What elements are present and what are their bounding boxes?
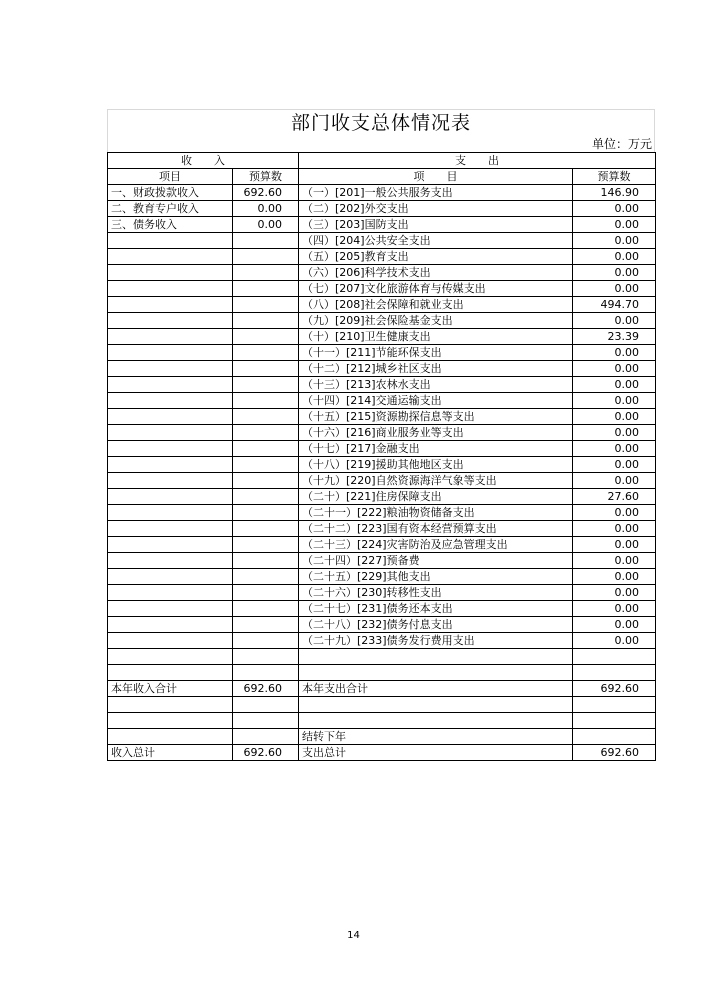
income-value-cell: [233, 585, 299, 601]
expense-value-cell: [573, 713, 656, 729]
income-item-cell: 二、教育专户收入: [108, 201, 233, 217]
expense-item-cell: （十七）[217]金融支出: [299, 441, 573, 457]
income-item-cell: [108, 425, 233, 441]
expense-item-cell: （八）[208]社会保障和就业支出: [299, 297, 573, 313]
unit-label: 单位：万元: [107, 136, 655, 152]
income-item-cell: [108, 249, 233, 265]
income-value-cell: [233, 713, 299, 729]
expense-value-cell: 0.00: [573, 457, 656, 473]
income-value-cell: [233, 329, 299, 345]
income-item-cell: [108, 665, 233, 681]
income-value-cell: [233, 729, 299, 745]
income-item-cell: [108, 697, 233, 713]
expense-value-cell: 146.90: [573, 185, 656, 201]
income-item-cell: [108, 601, 233, 617]
expense-value-cell: 0.00: [573, 585, 656, 601]
income-value-cell: [233, 569, 299, 585]
income-item-cell: 本年收入合计: [108, 681, 233, 697]
expense-item-cell: （九）[209]社会保险基金支出: [299, 313, 573, 329]
expense-value-cell: 0.00: [573, 473, 656, 489]
expense-item-cell: （十八）[219]援助其他地区支出: [299, 457, 573, 473]
table-row: [108, 489, 656, 505]
income-item-cell: [108, 537, 233, 553]
expense-value-cell: 0.00: [573, 409, 656, 425]
table-row: [108, 633, 656, 649]
income-item-cell: [108, 521, 233, 537]
table-row: [108, 361, 656, 377]
income-item-cell: 收入总计: [108, 745, 233, 761]
table-row: [108, 729, 656, 745]
table-row: [108, 505, 656, 521]
income-item-cell: [108, 297, 233, 313]
expense-value-cell: 0.00: [573, 505, 656, 521]
page-number: 14: [347, 930, 360, 941]
expense-value-cell: 494.70: [573, 297, 656, 313]
expense-value-cell: 0.00: [573, 441, 656, 457]
income-header: 收 入: [108, 153, 299, 169]
expense-item-cell: 本年支出合计: [299, 681, 573, 697]
table-row: [108, 441, 656, 457]
expense-item-cell: （六）[206]科学技术支出: [299, 265, 573, 281]
expense-item-cell: （二十七）[231]债务还本支出: [299, 601, 573, 617]
income-value-cell: 0.00: [233, 217, 299, 233]
expense-item-cell: （二十二）[223]国有资本经营预算支出: [299, 521, 573, 537]
table-row: [108, 345, 656, 361]
expense-item-cell: 结转下年: [299, 729, 573, 745]
table-row: [108, 617, 656, 633]
income-item-cell: [108, 409, 233, 425]
expense-header: 支 出: [299, 153, 656, 169]
income-item-cell: [108, 361, 233, 377]
income-value-cell: [233, 617, 299, 633]
table-row: [108, 425, 656, 441]
income-value-cell: [233, 441, 299, 457]
expense-value-cell: 0.00: [573, 249, 656, 265]
income-item-cell: [108, 393, 233, 409]
table-row: [108, 313, 656, 329]
expense-item-cell: （二十五）[229]其他支出: [299, 569, 573, 585]
income-value-cell: [233, 649, 299, 665]
expense-value-cell: 0.00: [573, 377, 656, 393]
expense-budget-header: 预算数: [573, 169, 656, 185]
budget-table: [107, 152, 656, 761]
income-item-cell: [108, 489, 233, 505]
expense-value-cell: 0.00: [573, 217, 656, 233]
income-item-cell: [108, 313, 233, 329]
table-row: [108, 569, 656, 585]
income-value-cell: 692.60: [233, 745, 299, 761]
expense-item-cell: （二十一）[222]粮油物资储备支出: [299, 505, 573, 521]
income-item-cell: [108, 633, 233, 649]
income-value-cell: 692.60: [233, 681, 299, 697]
table-row: [108, 281, 656, 297]
income-value-cell: [233, 361, 299, 377]
expense-value-cell: 27.60: [573, 489, 656, 505]
expense-value-cell: 0.00: [573, 201, 656, 217]
expense-value-cell: [573, 665, 656, 681]
income-value-cell: [233, 489, 299, 505]
expense-item-cell: （十五）[215]资源勘探信息等支出: [299, 409, 573, 425]
income-item-cell: [108, 345, 233, 361]
expense-item-cell: （十二）[212]城乡社区支出: [299, 361, 573, 377]
table-row: [108, 297, 656, 313]
income-value-cell: [233, 393, 299, 409]
income-value-cell: [233, 537, 299, 553]
income-value-cell: [233, 233, 299, 249]
income-item-cell: [108, 233, 233, 249]
table-row: [108, 601, 656, 617]
income-value-cell: [233, 313, 299, 329]
income-value-cell: [233, 281, 299, 297]
expense-value-cell: 23.39: [573, 329, 656, 345]
expense-item-cell: （二十六）[230]转移性支出: [299, 585, 573, 601]
expense-value-cell: 0.00: [573, 537, 656, 553]
income-item-cell: 一、财政拨款收入: [108, 185, 233, 201]
income-value-cell: [233, 249, 299, 265]
expense-value-cell: 0.00: [573, 233, 656, 249]
income-item-cell: [108, 265, 233, 281]
expense-item-cell: （二十九）[233]债务发行费用支出: [299, 633, 573, 649]
expense-value-cell: 0.00: [573, 569, 656, 585]
expense-item-cell: （一）[201]一般公共服务支出: [299, 185, 573, 201]
income-value-cell: [233, 297, 299, 313]
table-row: [108, 665, 656, 681]
expense-value-cell: 0.00: [573, 345, 656, 361]
expense-value-cell: [573, 729, 656, 745]
income-item-cell: [108, 441, 233, 457]
expense-value-cell: 0.00: [573, 361, 656, 377]
table-row: [108, 185, 656, 201]
table-row: [108, 521, 656, 537]
expense-value-cell: 692.60: [573, 681, 656, 697]
expense-item-cell: （十四）[214]交通运输支出: [299, 393, 573, 409]
income-value-cell: [233, 665, 299, 681]
expense-item-cell: （四）[204]公共安全支出: [299, 233, 573, 249]
expense-value-cell: 0.00: [573, 521, 656, 537]
table-row: [108, 393, 656, 409]
table-title: 部门收支总体情况表: [107, 109, 655, 136]
budget-sheet: [107, 109, 655, 761]
expense-item-cell: （二十三）[224]灾害防治及应急管理支出: [299, 537, 573, 553]
expense-item-cell: [299, 665, 573, 681]
expense-item-cell: （十六）[216]商业服务业等支出: [299, 425, 573, 441]
table-row: [108, 329, 656, 345]
expense-value-cell: 0.00: [573, 393, 656, 409]
table-row: [108, 265, 656, 281]
expense-item-cell: （二十）[221]住房保障支出: [299, 489, 573, 505]
income-item-cell: [108, 729, 233, 745]
expense-item-cell: （二十四）[227]预备费: [299, 553, 573, 569]
income-value-cell: [233, 633, 299, 649]
income-value-cell: [233, 377, 299, 393]
expense-item-cell: [299, 649, 573, 665]
expense-value-cell: 692.60: [573, 745, 656, 761]
income-value-cell: [233, 505, 299, 521]
table-row: [108, 473, 656, 489]
table-row: [108, 409, 656, 425]
expense-item-cell: （二）[202]外交支出: [299, 201, 573, 217]
income-value-cell: [233, 521, 299, 537]
income-value-cell: [233, 553, 299, 569]
expense-item-cell: （十九）[220]自然资源海洋气象等支出: [299, 473, 573, 489]
income-item-cell: [108, 713, 233, 729]
income-value-cell: [233, 697, 299, 713]
expense-value-cell: 0.00: [573, 601, 656, 617]
expense-value-cell: 0.00: [573, 617, 656, 633]
income-item-cell: [108, 585, 233, 601]
expense-item-cell: （三）[203]国防支出: [299, 217, 573, 233]
expense-item-cell: （五）[205]教育支出: [299, 249, 573, 265]
income-item-cell: [108, 649, 233, 665]
income-value-cell: [233, 345, 299, 361]
table-row: [108, 681, 656, 697]
expense-item-cell: （二十八）[232]债务付息支出: [299, 617, 573, 633]
income-item-cell: [108, 281, 233, 297]
income-item-cell: [108, 553, 233, 569]
income-item-cell: [108, 617, 233, 633]
expense-value-cell: 0.00: [573, 281, 656, 297]
expense-value-cell: [573, 697, 656, 713]
income-value-cell: 692.60: [233, 185, 299, 201]
expense-value-cell: 0.00: [573, 633, 656, 649]
expense-value-cell: [573, 649, 656, 665]
expense-item-cell: [299, 697, 573, 713]
table-row: [108, 249, 656, 265]
table-row: [108, 745, 656, 761]
table-row: [108, 649, 656, 665]
table-row: [108, 553, 656, 569]
table-row: [108, 585, 656, 601]
income-item-cell: [108, 457, 233, 473]
table-body: [108, 185, 656, 761]
expense-item-header: 项 目: [299, 169, 573, 185]
income-budget-header: 预算数: [233, 169, 299, 185]
income-value-cell: [233, 601, 299, 617]
table-row: [108, 217, 656, 233]
table-row: [108, 537, 656, 553]
income-value-cell: [233, 425, 299, 441]
table-row: [108, 233, 656, 249]
income-item-cell: [108, 377, 233, 393]
table-row: [108, 377, 656, 393]
table-row: [108, 201, 656, 217]
expense-item-cell: （十）[210]卫生健康支出: [299, 329, 573, 345]
expense-item-cell: [299, 713, 573, 729]
expense-item-cell: （十三）[213]农林水支出: [299, 377, 573, 393]
income-item-cell: [108, 329, 233, 345]
income-value-cell: [233, 409, 299, 425]
income-item-header: 项目: [108, 169, 233, 185]
expense-value-cell: 0.00: [573, 313, 656, 329]
table-row: [108, 457, 656, 473]
income-item-cell: [108, 473, 233, 489]
expense-item-cell: （七）[207]文化旅游体育与传媒支出: [299, 281, 573, 297]
expense-value-cell: 0.00: [573, 265, 656, 281]
expense-item-cell: （十一）[211]节能环保支出: [299, 345, 573, 361]
income-value-cell: 0.00: [233, 201, 299, 217]
income-item-cell: [108, 505, 233, 521]
income-item-cell: 三、债务收入: [108, 217, 233, 233]
income-value-cell: [233, 473, 299, 489]
expense-value-cell: 0.00: [573, 425, 656, 441]
table-row: [108, 697, 656, 713]
income-value-cell: [233, 457, 299, 473]
expense-item-cell: 支出总计: [299, 745, 573, 761]
income-item-cell: [108, 569, 233, 585]
table-row: [108, 713, 656, 729]
expense-value-cell: 0.00: [573, 553, 656, 569]
income-value-cell: [233, 265, 299, 281]
